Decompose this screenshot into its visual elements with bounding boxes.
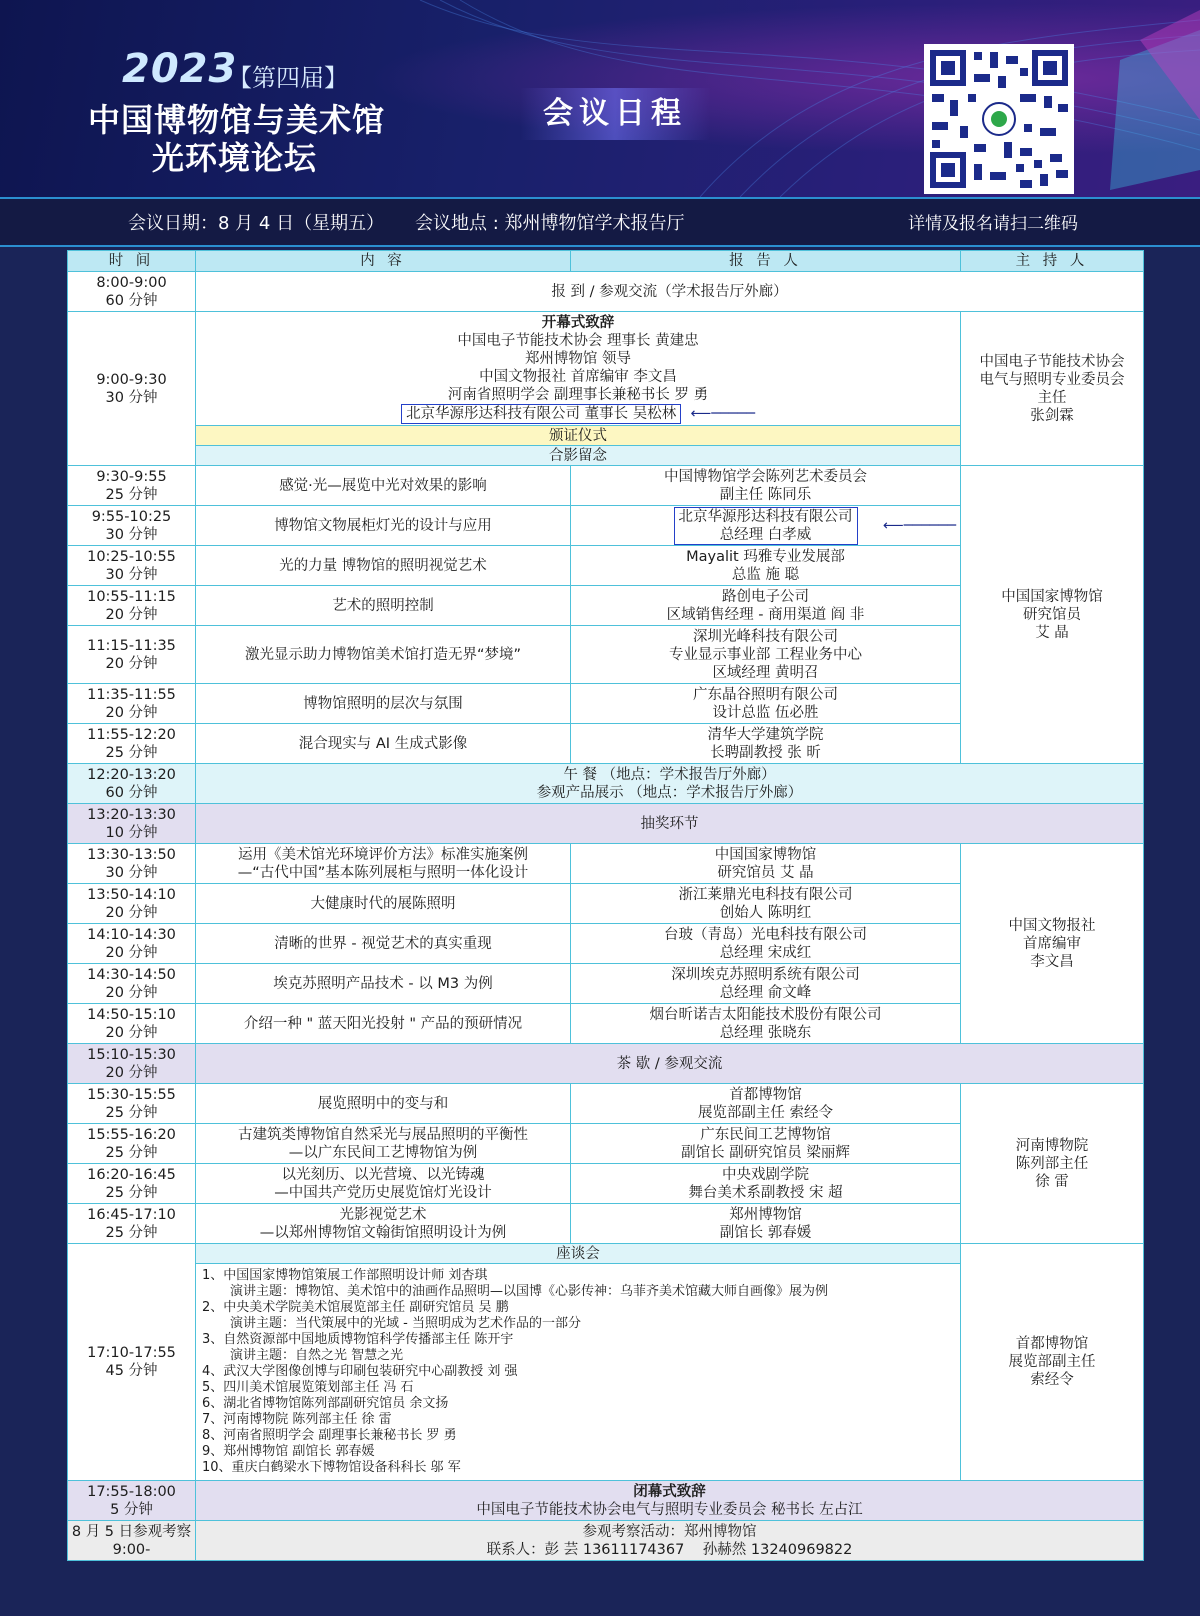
speaker-cell: Mayalit 玛雅专业发展部 总监 施 聪 xyxy=(571,546,961,586)
header-banner xyxy=(0,0,1200,197)
time-cell: 14:10-14:30 20 分钟 xyxy=(68,924,196,964)
time-cell: 14:30-14:50 20 分钟 xyxy=(68,964,196,1004)
topic-cell: 艺术的照明控制 xyxy=(196,586,571,626)
time-cell: 8 月 5 日参观考察 9:00- xyxy=(68,1521,196,1561)
opening-speeches-cell: 开幕式致辞 中国电子节能技术协会 理事长 黄建忠 郑州博物馆 领导 中国文物报社 首席编审 李文昌 河南省照明学会 副理事长兼秘书长 罗 勇 北京华源彤达科技有限公司 董事长 吴松林 ⟵───── xyxy=(196,312,961,426)
speaker-cell: 深圳埃克苏照明系统有限公司 总经理 俞文峰 xyxy=(571,964,961,1004)
speaker-cell xyxy=(571,506,961,546)
speaker-cell: 中国博物馆学会陈列艺术委员会 副主任 陈同乐 xyxy=(571,466,961,506)
qr-code-icon xyxy=(924,44,1074,194)
time-cell: 9:55-10:25 30 分钟 xyxy=(68,506,196,546)
time-cell: 10:25-10:55 30 分钟 xyxy=(68,546,196,586)
host-cell: 河南博物院 陈列部主任 徐 雷 xyxy=(961,1084,1144,1244)
closing-cell: 闭幕式致辞 中国电子节能技术协会电气与照明专业委员会 秘书长 左占江 xyxy=(196,1481,1144,1521)
time-cell: 11:15-11:35 20 分钟 xyxy=(68,626,196,684)
time-cell: 17:10-17:55 45 分钟 xyxy=(68,1244,196,1481)
table-row xyxy=(68,1521,1144,1561)
topic-cell: 清晰的世界 - 视觉艺术的真实重现 xyxy=(196,924,571,964)
speaker-cell: 深圳光峰科技有限公司 专业显示事业部 工程业务中心 区域经理 黄明召 xyxy=(571,626,961,684)
forum-title: 座谈会 xyxy=(196,1244,961,1264)
table-row xyxy=(68,804,1144,844)
forum-title-line1: 中国博物馆与美术馆 xyxy=(88,101,386,139)
table-row xyxy=(68,764,1144,804)
topic-cell: 激光显示助力博物馆美术馆打造无界“梦境” xyxy=(196,626,571,684)
list-item-sub: 演讲主题：当代策展中的光域 - 当照明成为艺术作品的一部分 xyxy=(230,1316,581,1331)
topic-cell: 展览照明中的变与和 xyxy=(196,1084,571,1124)
qr-code[interactable] xyxy=(924,44,1074,194)
host-cell: 中国国家博物馆 研究馆员 艾 晶 xyxy=(961,466,1144,764)
topic-cell: 博物馆照明的层次与氛围 xyxy=(196,684,571,724)
speaker-cell: 广东晶谷照明有限公司 设计总监 伍必胜 xyxy=(571,684,961,724)
time-cell: 10:55-11:15 20 分钟 xyxy=(68,586,196,626)
highlighted-speaker: 北京华源彤达科技有限公司 总经理 白孝威 xyxy=(674,507,858,545)
topic-cell: 大健康时代的展陈照明 xyxy=(196,884,571,924)
time-cell: 17:55-18:00 5 分钟 xyxy=(68,1481,196,1521)
tea-break-cell: 茶 歇 / 参观交流 xyxy=(196,1044,1144,1084)
arrow-left-icon: ⟵───── xyxy=(681,405,755,422)
speaker-cell: 浙江莱鼎光电科技有限公司 创始人 陈明红 xyxy=(571,884,961,924)
list-item: 8、河南省照明学会 副理事长兼秘书长 罗 勇 xyxy=(202,1428,457,1443)
table-row xyxy=(68,272,1144,312)
list-item: 3、自然资源部中国地质博物馆科学传播部主任 陈开宇 xyxy=(202,1332,514,1347)
table-row xyxy=(68,466,1144,506)
table-row xyxy=(68,1244,1144,1264)
header-content: 内 容 xyxy=(196,251,571,272)
table-row xyxy=(68,1084,1144,1124)
time-cell: 11:55-12:20 25 分钟 xyxy=(68,724,196,764)
topic-cell: 运用《美术馆光环境评价方法》标准实施案例 —“古代中国”基本陈列展柜与照明一体化设计 xyxy=(196,844,571,884)
certificate-ceremony: 颁证仪式 xyxy=(196,426,961,446)
header-host: 主 持 人 xyxy=(961,251,1144,272)
speaker-cell: 中央戏剧学院 舞台美术系副教授 宋 超 xyxy=(571,1164,961,1204)
registration-cell: 报 到 / 参观交流（学术报告厅外廊） xyxy=(196,272,1144,312)
list-item: 10、重庆白鹤梁水下博物馆设备科科长 邬 军 xyxy=(202,1460,461,1475)
header-time: 时 间 xyxy=(68,251,196,272)
topic-cell: 埃克苏照明产品技术 - 以 M3 为例 xyxy=(196,964,571,1004)
speaker-cell: 广东民间工艺博物馆 副馆长 副研究馆员 梁丽辉 xyxy=(571,1124,961,1164)
topic-cell: 博物馆文物展柜灯光的设计与应用 xyxy=(196,506,571,546)
time-cell: 13:20-13:30 10 分钟 xyxy=(68,804,196,844)
lottery-cell: 抽奖环节 xyxy=(196,804,1144,844)
schedule-table xyxy=(67,250,1144,1561)
lunch-cell: 午 餐 （地点：学术报告厅外廊） 参观产品展示 （地点：学术报告厅外廊） xyxy=(196,764,1144,804)
speaker-cell: 中国国家博物馆 研究馆员 艾 晶 xyxy=(571,844,961,884)
arrow-left-icon: ⟵────── xyxy=(882,518,956,534)
time-cell: 16:20-16:45 25 分钟 xyxy=(68,1164,196,1204)
topic-cell: 古建筑类博物馆自然采光与展品照明的平衡性 —以广东民间工艺博物馆为例 xyxy=(196,1124,571,1164)
forum-title-line2: 光环境论坛 xyxy=(152,139,318,177)
speaker-cell: 烟台昕诺吉太阳能技术股份有限公司 总经理 张晓东 xyxy=(571,1004,961,1044)
list-item: 2、中央美术学院美术馆展览部主任 副研究馆员 吴 鹏 xyxy=(202,1300,509,1315)
time-cell: 8:00-9:00 60 分钟 xyxy=(68,272,196,312)
time-cell: 16:45-17:10 25 分钟 xyxy=(68,1204,196,1244)
list-item: 5、四川美术馆展览策划部主任 冯 石 xyxy=(202,1380,414,1395)
list-item-sub: 演讲主题：博物馆、美术馆中的油画作品照明—以国博《心影传神：乌菲齐美术馆藏大师自画像》展为例 xyxy=(230,1284,829,1299)
time-cell: 11:35-11:55 20 分钟 xyxy=(68,684,196,724)
time-cell: 12:20-13:20 60 分钟 xyxy=(68,764,196,804)
table-row xyxy=(68,312,1144,426)
time-cell: 13:30-13:50 30 分钟 xyxy=(68,844,196,884)
table-row xyxy=(68,1044,1144,1084)
time-cell: 9:00-9:30 30 分钟 xyxy=(68,312,196,466)
topic-cell: 介绍一种 " 蓝天阳光投射 " 产品的预研情况 xyxy=(196,1004,571,1044)
table-header-row xyxy=(68,251,1144,272)
speaker-cell: 台玻（青岛）光电科技有限公司 总经理 宋成红 xyxy=(571,924,961,964)
meeting-location: 会议地点 : 郑州博物馆学术报告厅 xyxy=(415,213,685,234)
time-cell: 15:10-15:30 20 分钟 xyxy=(68,1044,196,1084)
time-cell: 14:50-15:10 20 分钟 xyxy=(68,1004,196,1044)
info-bar xyxy=(0,197,1200,247)
list-item: 1、中国国家博物馆策展工作部照明设计师 刘杏琪 xyxy=(202,1268,488,1283)
highlighted-speaker: 北京华源彤达科技有限公司 董事长 吴松林 xyxy=(401,404,681,424)
time-cell: 15:30-15:55 25 分钟 xyxy=(68,1084,196,1124)
speaker-cell: 郑州博物馆 副馆长 郭春媛 xyxy=(571,1204,961,1244)
list-item: 6、湖北省博物馆陈列部副研究馆员 余文扬 xyxy=(202,1396,449,1411)
list-item: 7、河南博物院 陈列部主任 徐 雷 xyxy=(202,1412,392,1427)
speaker-cell: 路创电子公司 区域销售经理 - 商用渠道 阎 非 xyxy=(571,586,961,626)
header-speaker: 报 告 人 xyxy=(571,251,961,272)
logo-year: 2023 xyxy=(122,46,238,92)
scan-hint: 详情及报名请扫二维码 xyxy=(908,214,1078,234)
forum-list xyxy=(196,1264,961,1481)
meeting-date: 会议日期：8 月 4 日（星期五） xyxy=(128,213,385,234)
table-row xyxy=(68,1481,1144,1521)
topic-cell: 以光刻历、以光营境、以光铸魂 —中国共产党历史展览馆灯光设计 xyxy=(196,1164,571,1204)
speaker-cell: 清华大学建筑学院 长聘副教授 张 昕 xyxy=(571,724,961,764)
topic-cell: 光的力量 博物馆的照明视觉艺术 xyxy=(196,546,571,586)
table-row xyxy=(68,844,1144,884)
logo-edition: 【第四届】 xyxy=(228,64,348,92)
host-cell: 中国电子节能技术协会 电气与照明专业委员会 主任 张剑霖 xyxy=(961,312,1144,466)
speaker-cell: 首都博物馆 展览部副主任 索经令 xyxy=(571,1084,961,1124)
time-cell: 13:50-14:10 20 分钟 xyxy=(68,884,196,924)
list-item: 4、武汉大学图像创博与印刷包装研究中心副教授 刘 强 xyxy=(202,1364,518,1379)
host-cell: 中国文物报社 首席编审 李文昌 xyxy=(961,844,1144,1044)
host-cell: 首都博物馆 展览部副主任 索经令 xyxy=(961,1244,1144,1481)
topic-cell: 混合现实与 AI 生成式影像 xyxy=(196,724,571,764)
time-cell: 9:30-9:55 25 分钟 xyxy=(68,466,196,506)
list-item: 9、郑州博物馆 副馆长 郭春媛 xyxy=(202,1444,375,1459)
schedule-title: 会议日程 xyxy=(520,88,710,140)
list-item-sub: 演讲主题：自然之光 智慧之光 xyxy=(230,1348,404,1363)
group-photo: 合影留念 xyxy=(196,446,961,466)
time-cell: 15:55-16:20 25 分钟 xyxy=(68,1124,196,1164)
visit-cell: 参观考察活动：郑州博物馆 联系人：彭 芸 13611174367 孙赫然 13240969822 xyxy=(196,1521,1144,1561)
topic-cell: 光影视觉艺术 —以郑州博物馆文翰街馆照明设计为例 xyxy=(196,1204,571,1244)
topic-cell: 感觉·光—展览中光对效果的影响 xyxy=(196,466,571,506)
